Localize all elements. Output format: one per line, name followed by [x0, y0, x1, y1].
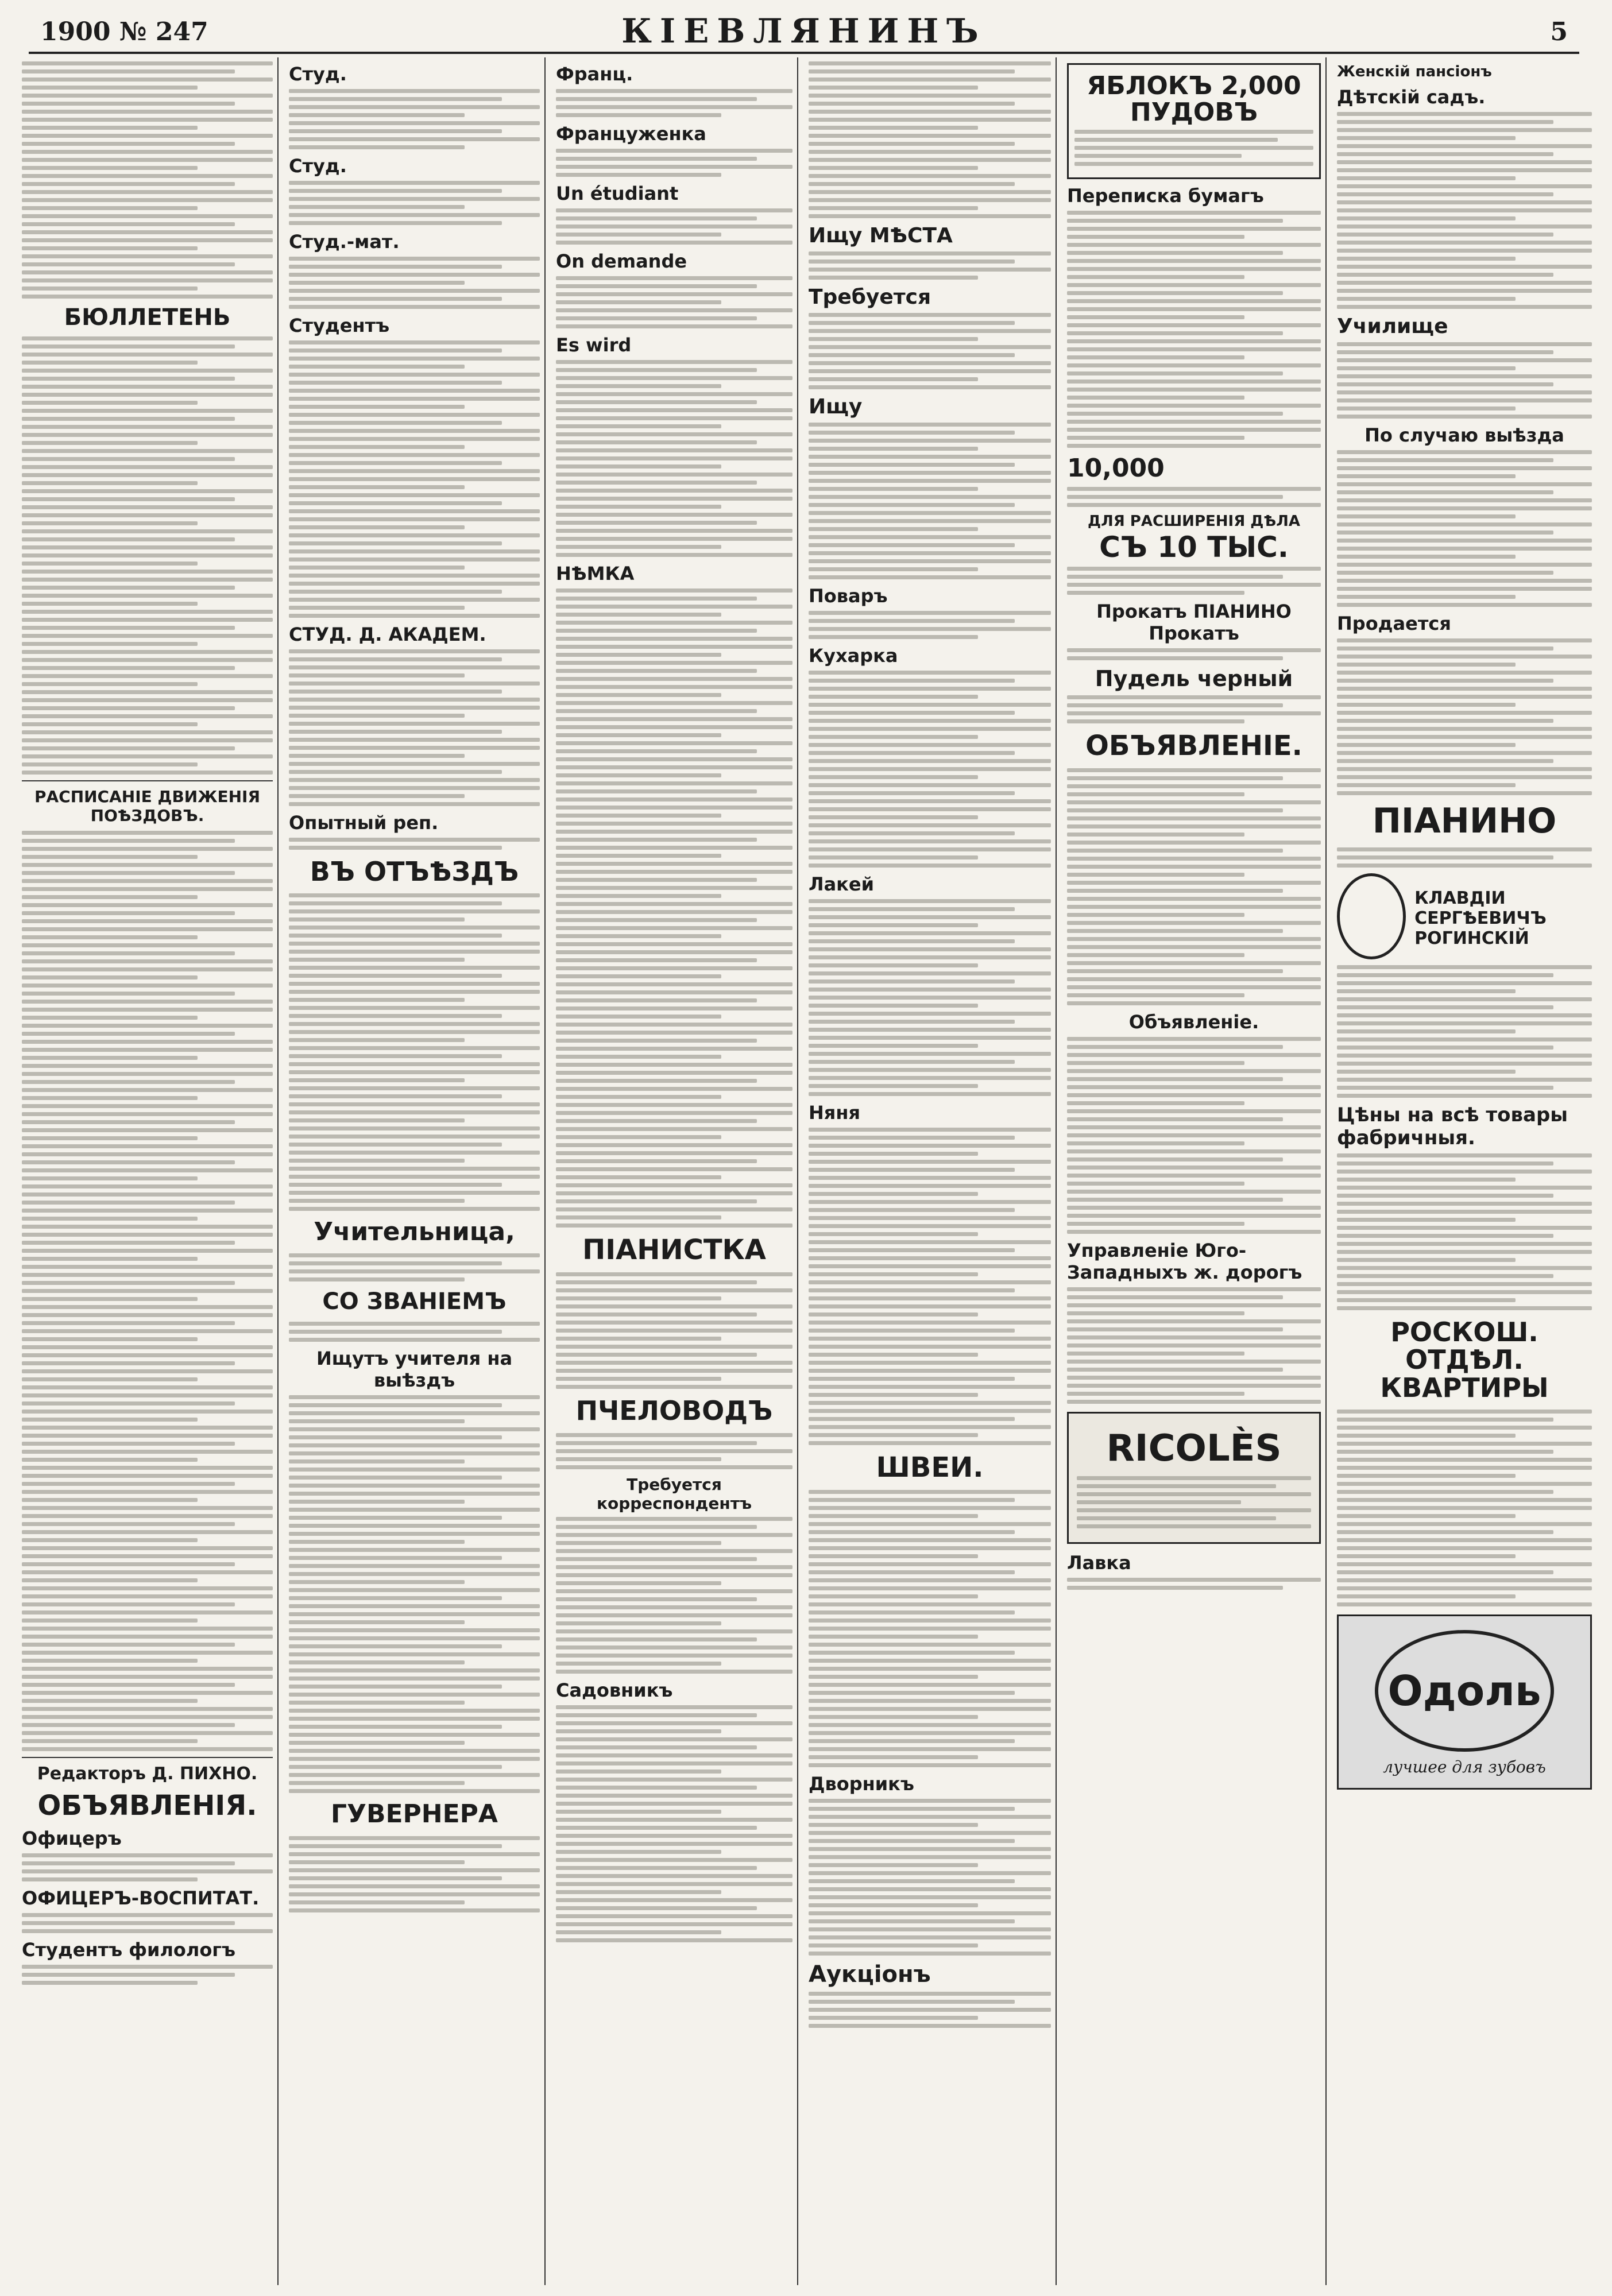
exchange-rates-block [22, 61, 273, 299]
ad-piano-big: ПІАНИНО [1372, 801, 1557, 841]
ad-wanted: Требуется [809, 285, 931, 309]
ad-railway: Управленіе Юго-Западныхъ ж. дорогъ [1067, 1240, 1302, 1284]
ad-school: Училище [1337, 315, 1448, 338]
column-6 [1332, 57, 1596, 2285]
ad-student-philologist: Студентъ филологъ [22, 1939, 236, 1961]
ad-luxury-apartments: РОСКОШ. ОТДѢЛ. КВАРТИРЫ [1380, 1317, 1549, 1403]
ad-with-title: СО ЗВАНІЕМЪ [322, 1288, 507, 1315]
ad-seeking-position: Ищу МѢСТА [809, 224, 953, 247]
train-schedule-heading: РАСПИСАНІЕ ДВИЖЕНІЯ ПОѢЗДОВЪ. [34, 787, 261, 825]
column-4 [804, 57, 1057, 2285]
ad-tutor-male: ГУВЕРНЕРА [331, 1799, 498, 1829]
ad-french-1: Франц. [556, 63, 633, 85]
ad-due-to-departure: По случаю выѣзда [1364, 424, 1564, 446]
ad-pianist: ПІАНИСТКА [582, 1234, 766, 1266]
ad-announcement: ОБЪЯВЛЕНІЕ. [1085, 729, 1302, 762]
ad-student-3: Студентъ [289, 315, 390, 336]
ad-watchmaker [1337, 873, 1592, 959]
ad-black-poodle: Пудель черный [1095, 665, 1293, 691]
ad-auction: Аукціонъ [809, 1961, 931, 1988]
ad-beekeeper: ПЧЕЛОВОДЪ [575, 1395, 773, 1427]
ad-on-demande: On demande [556, 250, 687, 272]
ad-es-wird: Es wird [556, 334, 632, 356]
column-2 [284, 57, 546, 2285]
editor-line: Редакторъ Д. ПИХНО. [37, 1764, 258, 1784]
ad-factory-prices: Цѣны на всѣ товары фабричныя. [1337, 1104, 1568, 1149]
ad-gardener: Садовникъ [556, 1679, 673, 1701]
page-number: 5 [1550, 17, 1568, 47]
ad-cook: Поваръ [809, 585, 888, 607]
ad-german-woman: НѢМКА [556, 563, 635, 584]
issue-number: 1900 № 247 [40, 17, 208, 47]
ad-teacher-female: Учительница, [314, 1217, 515, 1247]
ad-nanny: Няня [809, 1102, 860, 1124]
ad-student-math: Студ.-мат. [289, 231, 400, 253]
newspaper-title: КІЕВЛЯНИНЪ [621, 11, 987, 51]
ad-kitchen-maid: Кухарка [809, 645, 898, 667]
ad-student-2: Студ. [289, 155, 347, 177]
ad-shop: Лавка [1067, 1552, 1131, 1574]
ad-un-etudiant: Un étudiant [556, 183, 679, 204]
announcements-heading: ОБЪЯВЛЕНІЯ. [37, 1790, 257, 1822]
ad-student-1: Студ. [289, 63, 347, 85]
bulletin-heading: БЮЛЛЕТЕНЬ [64, 304, 231, 331]
column-3 [551, 57, 798, 2285]
ad-for-sale: Продается [1337, 613, 1451, 634]
ad-officer-tutor: ОФИЦЕРЪ-ВОСПИТАТ. [22, 1887, 260, 1909]
ad-10000: 10,000 [1067, 454, 1165, 483]
ad-piano-rental: Прокатъ ПІАНИНО Прокатъ [1096, 600, 1292, 644]
ad-student-academy: СТУД. Д. АКАДЕМ. [289, 624, 486, 645]
ad-kindergarten: Дѣтскій садъ. [1337, 86, 1486, 108]
ad-apples-box [1067, 63, 1321, 179]
train-schedule [22, 831, 273, 1751]
odol-slogan: лучшее для зубовъ [1383, 1757, 1546, 1776]
ad-departing: ВЪ ОТЪѢЗДЪ [310, 856, 519, 887]
ad-copying: Переписка бумагъ [1067, 185, 1264, 207]
odol-logo: Одоль [1375, 1630, 1554, 1752]
ad-ricoles: RICOLÈS [1106, 1427, 1282, 1470]
weather-bulletin [22, 336, 273, 775]
ad-correspondent: Требуется корреспондентъ [596, 1474, 752, 1513]
ad-odol-box [1337, 1614, 1592, 1790]
ad-girls-boarding: Женскій пансіонъ [1337, 63, 1492, 80]
ad-seeking: Ищу [809, 395, 863, 419]
pocket-watch-icon [1337, 873, 1406, 959]
ad-10k: СЪ 10 ТЫС. [1099, 531, 1289, 564]
ad-ricoles-box [1067, 1412, 1321, 1544]
page-header [29, 11, 1579, 54]
ad-apples: ЯБЛОКЪ 2,000 ПУДОВЪ [1087, 71, 1301, 127]
ad-watchmaker-name: КЛАВДІИ СЕРГѢЕВИЧЪ РОГИНСКІЙ [1414, 888, 1547, 948]
column-1 [17, 57, 279, 2285]
ad-expansion: ДЛЯ РАСШИРЕНІЯ ДѢЛА [1087, 513, 1300, 531]
column-5 [1062, 57, 1327, 2285]
ad-footman: Лакей [809, 873, 875, 895]
ad-experienced-tutor: Опытный реп. [289, 812, 439, 834]
ad-janitor: Дворникъ [809, 1773, 914, 1795]
ad-seamstresses: ШВЕИ. [876, 1451, 984, 1484]
ad-seeking-teacher: Ищутъ учителя на выѣздъ [316, 1348, 513, 1392]
ad-officer: Офицеръ [22, 1827, 122, 1849]
ad-announcement-2: Объявленіе. [1128, 1011, 1259, 1033]
ad-french-woman: Француженка [556, 123, 706, 145]
